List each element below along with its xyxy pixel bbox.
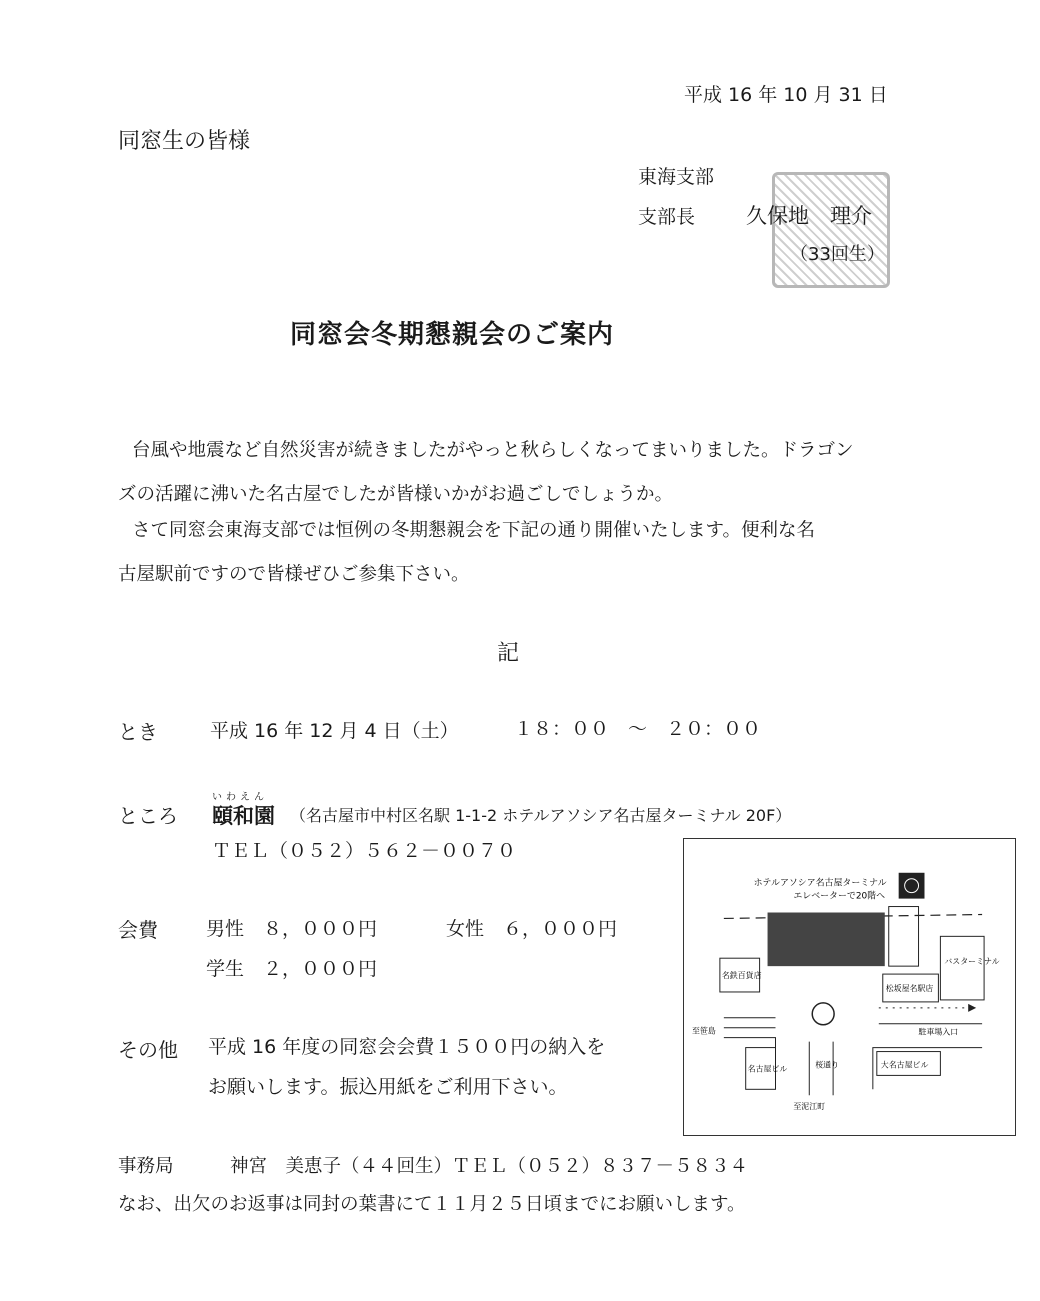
map-sakura-label: 桜通り [815,1060,840,1070]
venue-address: （名古屋市中村区名駅 1-1-2 ホテルアソシア名古屋ターミナル 20F） [290,806,792,825]
issue-date: 平成 16 年 10 月 31 日 [684,84,888,106]
body-line: さて同窓会東海支部では恒例の冬期懇親会を下記の通り開催いたします。便利な名 [132,520,816,541]
office-contact: 神宮 美恵子（４４回生）ＴＥＬ（０５２）８３７－５８３４ [230,1156,749,1177]
reply-note: なお、出欠のお返事は同封の葉書にて１１月２５日頃までにお願いします。 [118,1194,746,1215]
map-bus-label: バスターミナル [944,957,1000,967]
map-nagoya-bldg-label: 名古屋ビル [747,1064,788,1074]
other-line: お願いします。振込用紙をご利用下さい。 [208,1076,568,1098]
sender-class: （33回生） [790,244,885,265]
fee-female: 女性 ６，０００円 [446,918,618,940]
access-map [683,838,1016,1136]
body-line: ズの活躍に沸いた名古屋でしたが皆様いかがお過ごしでしょうか。 [118,484,674,505]
map-matsuzakaya-label: 松坂屋名駅店 [885,983,934,993]
sender-role: 支部長 [638,206,696,228]
fee-label: 会費 [118,918,158,942]
place-label: ところ [118,804,178,828]
map-dainagoya-label: 大名古屋ビル [880,1060,929,1070]
map-sasashima-label: 至笹島 [692,1026,716,1036]
map-yanagibashi-label: 至泥江町 [793,1102,826,1112]
map-elevator-label: エレベーターで20階へ [793,891,886,902]
venue-name: 頤和園 [212,804,275,828]
recipient: 同窓生の皆様 [118,129,251,154]
seal-stamp [772,172,890,288]
page-title: 同窓会冬期懇親会のご案内 [290,320,615,350]
fee-male: 男性 ８，０００円 [206,918,378,940]
time-label: とき [118,720,158,744]
map-drawing [684,839,1015,1135]
body-line: 古屋駅前ですので皆様ぜひご参集下さい。 [118,564,470,585]
venue-ruby: いわえん [212,792,268,803]
map-parking-label: 駐車場入口 [918,1027,959,1037]
event-date: 平成 16 年 12 月 4 日（土） [210,720,459,742]
organization: 東海支部 [638,166,715,188]
body-line: 台風や地震など自然災害が続きましたがやっと秋らしくなってまいりました。ドラゴン [132,440,854,461]
other-label: その他 [118,1038,178,1062]
other-line: 平成 16 年度の同窓会会費１５００円の納入を [208,1036,606,1058]
office-label: 事務局 [118,1156,174,1177]
fee-student: 学生 ２，０００円 [206,958,378,980]
event-time: １８：００ ～ ２０：００ [514,718,762,740]
venue-tel: ＴＥＬ（０５２）５６２－００７０ [212,840,517,862]
sender-name: 久保地 理介 [746,204,872,228]
map-hotel-label: ホテルアソシア名古屋ターミナル [753,878,887,889]
map-meitetsu-label: 名鉄百貨店 [721,971,762,981]
ki-heading: 記 [497,641,520,666]
